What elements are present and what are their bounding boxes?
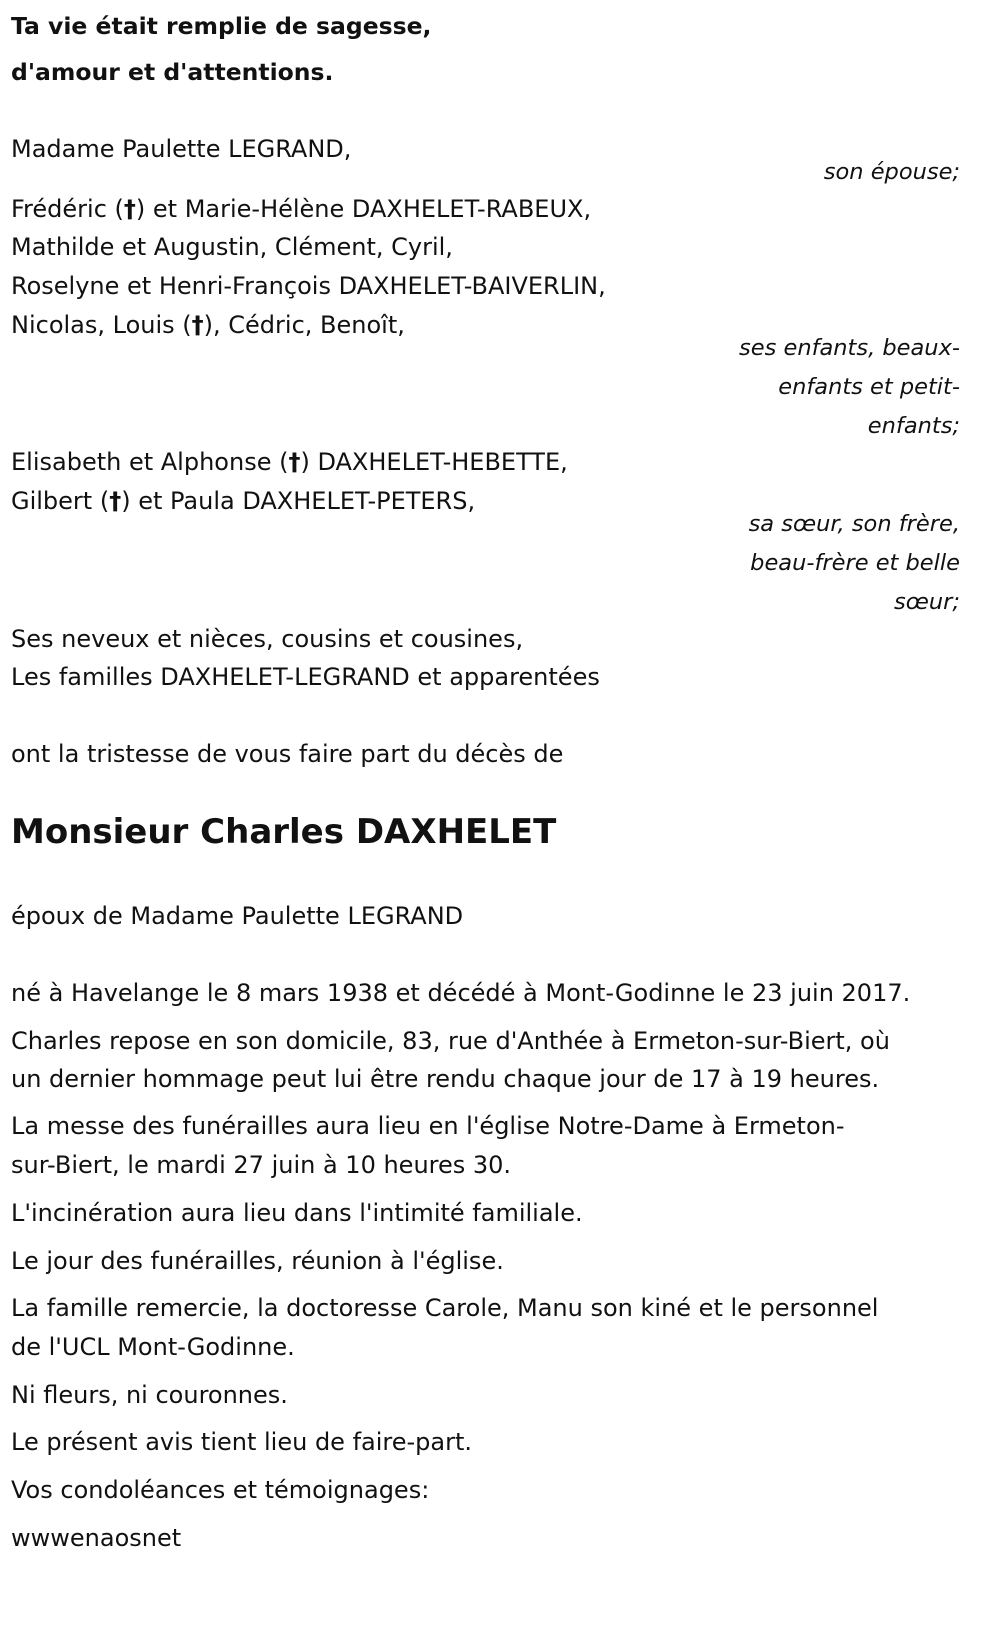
notice-line: Le présent avis tient lieu de faire-part.	[11, 1428, 473, 1456]
cross-icon: †	[191, 311, 204, 339]
children-line-4-a: Nicolas, Louis (	[11, 311, 192, 339]
siblings-line-1	[11, 447, 568, 477]
children-line-3: Roselyne et Henri-François DAXHELET-BAIVERLIN,	[11, 272, 606, 300]
intro-line-1: Ta vie était remplie de sagesse,	[11, 12, 432, 40]
rest-line-2: un dernier hommage peut lui être rendu chaque jour de 17 à 19 heures.	[11, 1065, 880, 1093]
children-line-1-b: ) et Marie-Hélène DAXHELET-RABEUX,	[135, 195, 592, 223]
children-line-4-b: ), Cédric, Benoît,	[203, 311, 405, 339]
cremation-line: L'incinération aura lieu dans l'intimité familiale.	[11, 1199, 583, 1227]
spouse-relation: son épouse;	[823, 159, 960, 185]
rest-line-1: Charles repose en son domicile, 83, rue d'Anthée à Ermeton-sur-Biert, où	[11, 1027, 890, 1055]
others-line-2: Les familles DAXHELET-LEGRAND et apparentées	[11, 663, 600, 691]
thanks-line-1: La famille remercie, la doctoresse Carole, Manu son kiné et le personnel	[11, 1294, 879, 1322]
children-line-1-a: Frédéric (	[11, 195, 124, 223]
cross-icon: †	[288, 448, 301, 476]
cross-icon: †	[109, 487, 122, 515]
deceased-name: Monsieur Charles DAXHELET	[11, 812, 557, 852]
siblings-relation-1: sa sœur, son frère,	[748, 511, 960, 537]
siblings-relation-2: beau-frère et belle	[750, 550, 960, 576]
birth-death-line: né à Havelange le 8 mars 1938 et décédé à Mont-Godinne le 23 juin 2017.	[11, 979, 911, 1007]
thanks-line-2: de l'UCL Mont-Godinne.	[11, 1333, 295, 1361]
meeting-line: Le jour des funérailles, réunion à l'église.	[11, 1247, 504, 1275]
children-relation-2: enfants et petit-	[778, 374, 960, 400]
spouse-of-text: époux de Madame Paulette LEGRAND	[11, 902, 464, 930]
no-flowers-line: Ni fleurs, ni couronnes.	[11, 1381, 288, 1409]
children-line-1	[11, 194, 591, 224]
children-line-4	[11, 310, 405, 340]
siblings-line-1-a: Elisabeth et Alphonse (	[11, 448, 289, 476]
siblings-line-1-b: ) DAXHELET-HEBETTE,	[300, 448, 568, 476]
mass-line-1: La messe des funérailles aura lieu en l'église Notre-Dame à Ermeton-	[11, 1112, 845, 1140]
condolences-website: wwwenaosnet	[11, 1524, 182, 1552]
announcement-text: ont la tristesse de vous faire part du décès de	[11, 740, 564, 768]
siblings-line-2-b: ) et Paula DAXHELET-PETERS,	[121, 487, 476, 515]
children-line-2: Mathilde et Augustin, Clément, Cyril,	[11, 233, 453, 261]
siblings-relation-3: sœur;	[894, 589, 960, 615]
children-relation-3: enfants;	[867, 413, 960, 439]
cross-icon: †	[123, 195, 136, 223]
siblings-line-2	[11, 486, 475, 516]
spouse-name: Madame Paulette LEGRAND,	[11, 135, 352, 163]
condolences-label: Vos condoléances et témoignages:	[11, 1476, 430, 1504]
intro-line-2: d'amour et d'attentions.	[11, 58, 334, 86]
others-line-1: Ses neveux et nièces, cousins et cousines,	[11, 625, 524, 653]
mass-line-2: sur-Biert, le mardi 27 juin à 10 heures 30.	[11, 1151, 512, 1179]
children-relation-1: ses enfants, beaux-	[739, 335, 960, 361]
siblings-line-2-a: Gilbert (	[11, 487, 110, 515]
